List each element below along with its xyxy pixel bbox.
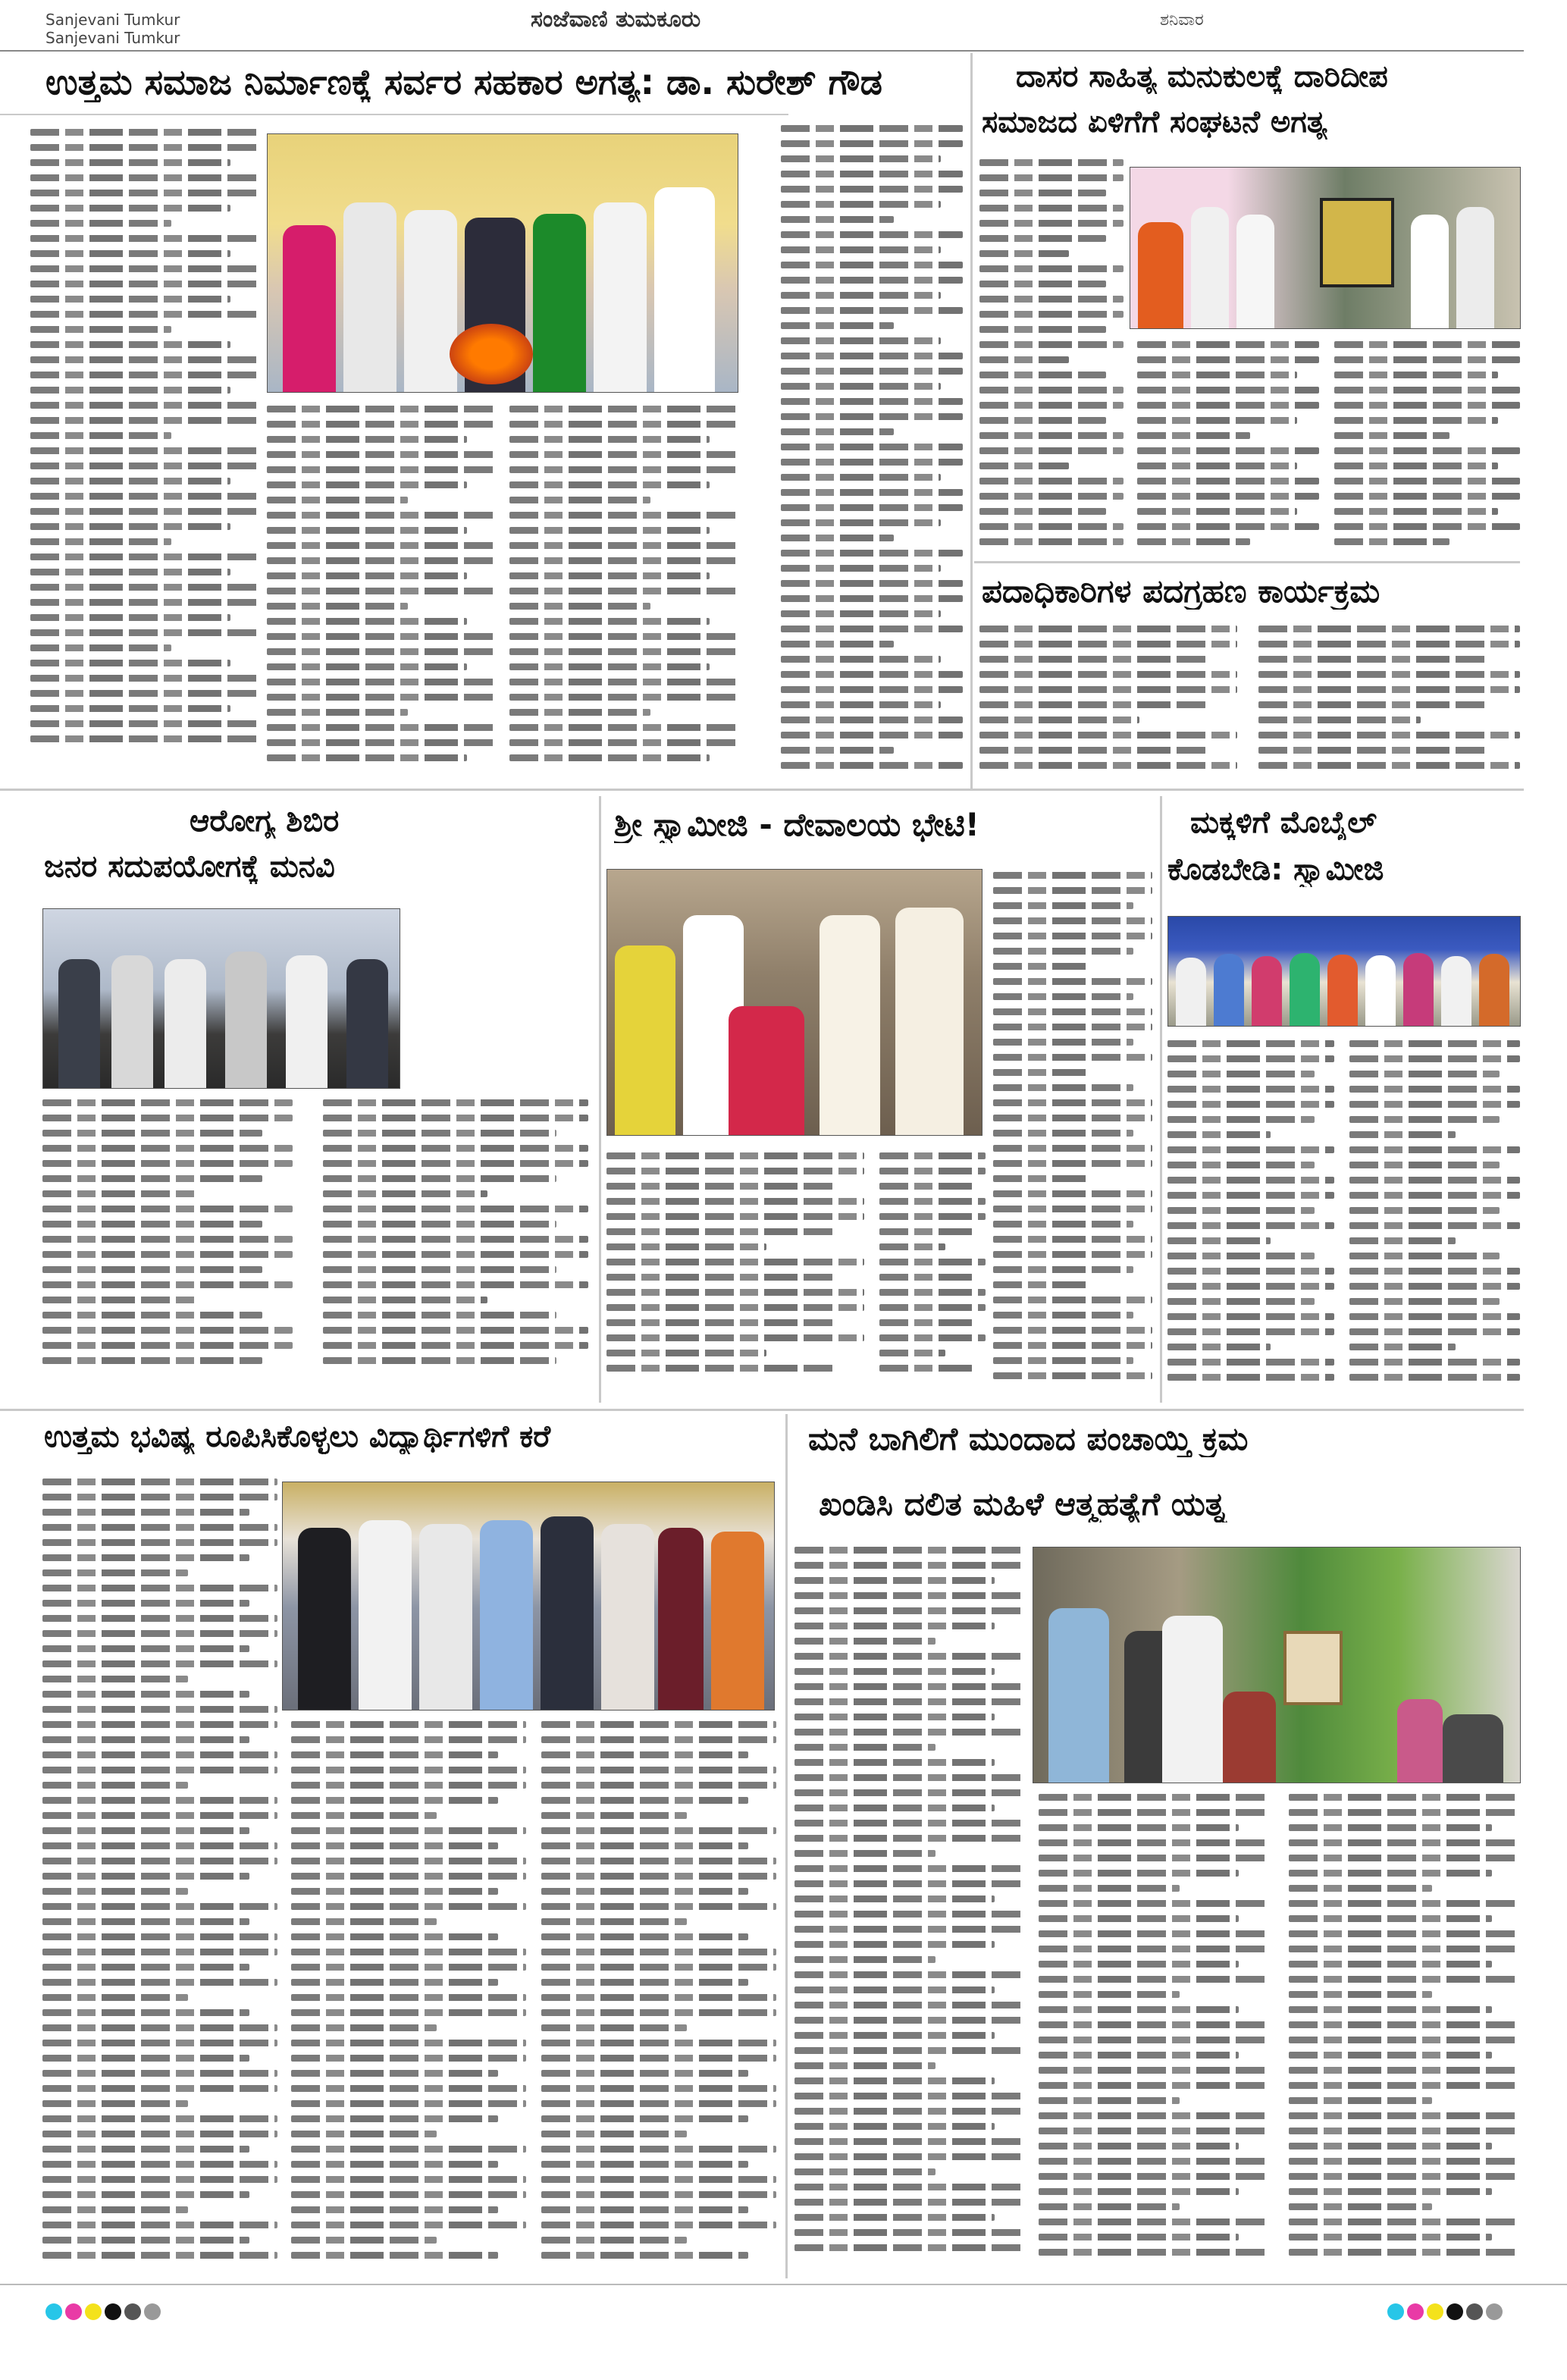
masthead-rule	[0, 50, 1524, 52]
person-figure	[58, 959, 100, 1088]
article-text	[794, 1547, 1022, 2267]
headline-bottom-left: ಉತ್ತಮ ಭವಿಷ್ಯ ರೂಪಿಸಿಕೊಳ್ಳಲು ವಿದ್ಯಾರ್ಥಿಗಳಿಗೆ ಕರೆ	[44, 1419, 551, 1454]
person-figure	[225, 952, 267, 1088]
article-text	[993, 872, 1152, 1395]
black-dot	[105, 2303, 121, 2320]
person-figure	[343, 202, 396, 392]
headline-mid-left-2: ಜನರ ಸದುಪಯೋಗಕ್ಕೆ ಮನವಿ	[44, 849, 335, 884]
yellow-dot	[1427, 2303, 1443, 2320]
photo-temple-visit	[606, 869, 983, 1136]
gray-dot	[1466, 2303, 1483, 2320]
headline-mid-right-2: ಕೊಡಬೇಡಿ: ಸ್ವಾಮೀಜಿ	[1167, 852, 1384, 887]
article-text	[1289, 1794, 1520, 2267]
masthead-left-line1: Sanjevani Tumkur	[45, 11, 180, 29]
person-figure	[286, 955, 328, 1088]
person-figure	[1176, 958, 1206, 1026]
headline-top-left: ಉತ್ತಮ ಸಮಾಜ ನಿರ್ಮಾಣಕ್ಕೆ ಸರ್ವರ ಸಹಕಾರ ಅಗತ್ಯ: ಡಾ. ಸುರೇಶ್ ಗೌಡ	[45, 62, 882, 102]
divider	[974, 561, 1520, 563]
person-figure	[165, 959, 206, 1088]
column-rule	[785, 1414, 788, 2278]
person-figure	[1048, 1608, 1109, 1783]
person-figure	[615, 945, 675, 1135]
person-figure	[601, 1524, 654, 1710]
article-text	[1334, 341, 1520, 553]
column-rule	[1160, 796, 1162, 1403]
person-figure	[480, 1520, 533, 1710]
article-text	[1167, 1040, 1334, 1397]
article-text	[267, 406, 494, 770]
person-figure	[541, 1516, 594, 1710]
article-text	[606, 1152, 864, 1395]
headline-mid-left-1: ಆರೋಗ್ಯ ಶಿಬಿರ	[190, 804, 340, 839]
person-figure	[1397, 1699, 1443, 1783]
person-figure	[1191, 207, 1229, 328]
article-text	[1349, 1040, 1520, 1397]
person-figure	[1443, 1714, 1503, 1783]
article-text	[1039, 1794, 1266, 2267]
photo-stage-guests	[282, 1482, 775, 1711]
person-figure	[654, 187, 715, 392]
headline-bottom-right-1: ಮನೆ ಬಾಗಿಲಿಗೆ ಮುಂದಾದ ಪಂಚಾಯ್ತಿ ಕ್ರಮ	[808, 1421, 1249, 1457]
person-figure	[1138, 222, 1183, 328]
person-figure	[1365, 955, 1396, 1026]
photo-group-portrait	[1130, 167, 1521, 329]
headline-top-right-2: ಸಮಾಜದ ಏಳಿಗೆಗೆ ಸಂಘಟನೆ ಅಗತ್ಯ	[982, 105, 1327, 140]
article-text	[541, 1721, 776, 2267]
portrait-frame	[1320, 198, 1394, 287]
article-text	[1258, 626, 1520, 781]
article-text	[979, 159, 1124, 553]
registration-marks-left	[45, 2303, 161, 2320]
person-figure	[1162, 1616, 1223, 1783]
person-figure	[1403, 953, 1434, 1026]
magenta-dot	[1407, 2303, 1424, 2320]
person-figure	[298, 1528, 351, 1710]
person-figure	[594, 202, 647, 392]
person-figure	[658, 1528, 704, 1710]
person-figure	[1214, 954, 1244, 1026]
person-figure	[404, 210, 457, 392]
article-text	[42, 1478, 277, 2267]
headline-top-right-1: ದಾಸರ ಸಾಹಿತ್ಯ ಮನುಕುಲಕ್ಕೆ ದಾರಿದೀಪ	[1016, 59, 1388, 94]
masthead	[0, 0, 1567, 53]
footer-rule	[0, 2284, 1567, 2285]
article-text	[30, 129, 258, 751]
photo-school-event	[1167, 916, 1521, 1027]
person-figure	[820, 915, 880, 1135]
person-figure	[711, 1532, 764, 1710]
article-text	[879, 1152, 986, 1395]
person-figure	[1223, 1692, 1276, 1783]
photo-village-home	[1033, 1547, 1521, 1783]
framed-picture	[1283, 1631, 1343, 1705]
cyan-dot	[1387, 2303, 1404, 2320]
article-text	[1137, 341, 1319, 553]
masthead-left-line2: Sanjevani Tumkur	[45, 29, 180, 47]
masthead-right-date: ಶನಿವಾರ	[1160, 11, 1204, 30]
person-figure	[1479, 954, 1509, 1026]
article-text	[323, 1099, 588, 1372]
article-text	[979, 626, 1237, 781]
flower-garland	[450, 324, 533, 384]
masthead-center: ಸಂಜೆವಾಣಿ ತುಮಕೂರು	[531, 6, 701, 33]
column-rule	[599, 796, 601, 1403]
person-figure	[359, 1520, 412, 1710]
person-figure	[533, 214, 586, 392]
divider	[0, 114, 788, 115]
photo-lamp-lighting	[267, 133, 738, 393]
article-text	[291, 1721, 526, 2267]
headline-right-mid: ಪದಾಧಿಕಾರಿಗಳ ಪದಗ್ರಹಣ ಕಾರ್ಯಕ್ರಮ	[982, 573, 1381, 610]
registration-marks-right	[1387, 2303, 1503, 2320]
person-figure	[283, 225, 336, 392]
person-figure	[895, 908, 964, 1135]
light-gray-dot	[144, 2303, 161, 2320]
light-gray-dot	[1486, 2303, 1503, 2320]
person-figure	[346, 959, 388, 1088]
article-text	[509, 406, 737, 770]
divider	[0, 1409, 1524, 1411]
gray-dot	[124, 2303, 141, 2320]
person-figure	[1456, 207, 1494, 328]
headline-mid-center: ಶ್ರೀ ಸ್ವಾಮೀಜಿ - ದೇವಾಲಯ ಭೇಟಿ!	[614, 807, 979, 843]
person-figure	[111, 955, 153, 1088]
person-figure	[1327, 955, 1358, 1026]
column-rule	[970, 53, 973, 789]
article-text	[781, 125, 963, 777]
yellow-dot	[85, 2303, 102, 2320]
person-figure	[1411, 215, 1449, 328]
headline-bottom-right-2: ಖಂಡಿಸಿ ದಲಿತ ಮಹಿಳೆ ಆತ್ಮಹತ್ಯೆಗೆ ಯತ್ನ	[819, 1486, 1227, 1522]
person-figure	[1252, 956, 1282, 1026]
divider	[0, 789, 1524, 791]
headline-mid-right-1: ಮಕ್ಕಳಿಗೆ ಮೊಬೈಲ್	[1190, 805, 1377, 840]
cyan-dot	[45, 2303, 62, 2320]
person-figure	[1441, 956, 1471, 1026]
person-figure	[419, 1524, 472, 1710]
black-dot	[1446, 2303, 1463, 2320]
person-figure	[1236, 215, 1274, 328]
person-figure	[1290, 953, 1320, 1026]
photo-meeting	[42, 908, 400, 1089]
article-text	[42, 1099, 293, 1372]
magenta-dot	[65, 2303, 82, 2320]
person-figure	[729, 1006, 804, 1135]
